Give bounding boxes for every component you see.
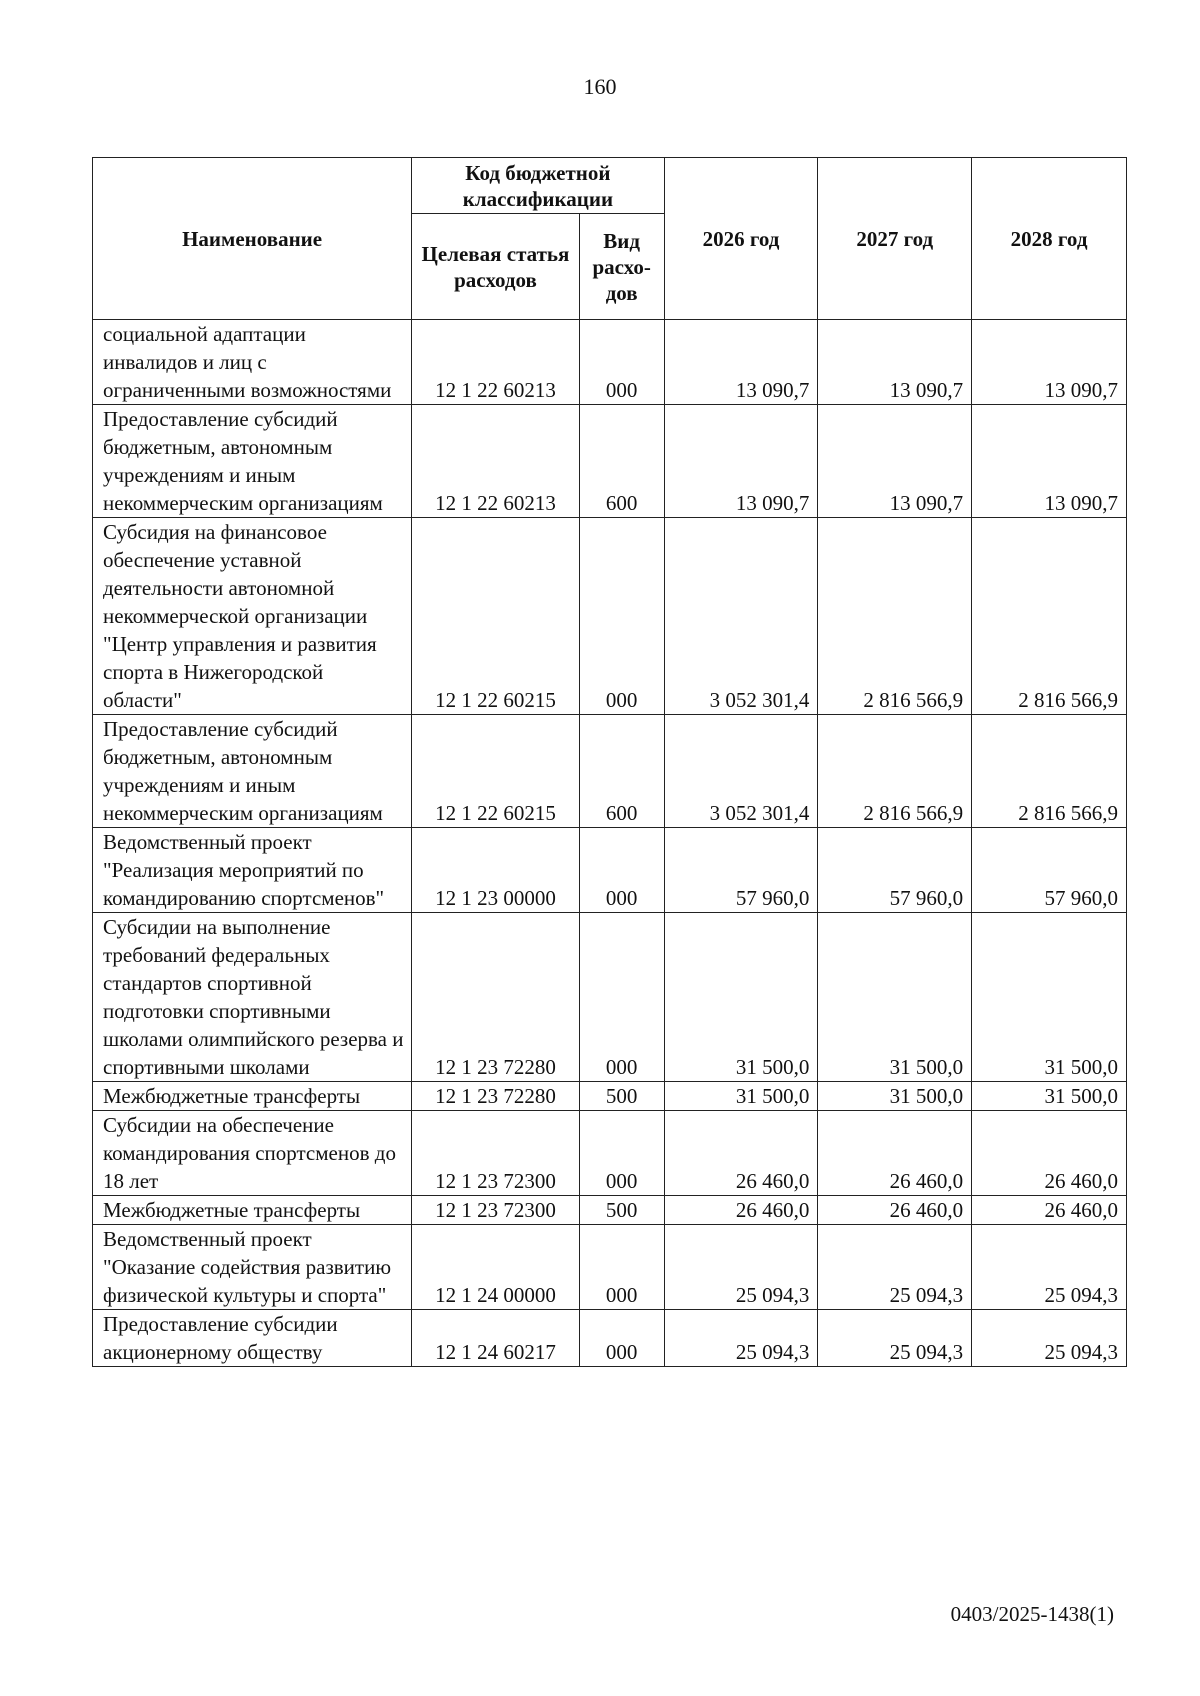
cell-y2026: 26 460,0 xyxy=(664,1111,818,1196)
cell-y2027: 2 816 566,9 xyxy=(818,715,972,828)
table-row xyxy=(93,828,1127,913)
cell-code: 12 1 24 60217 xyxy=(412,1310,580,1367)
cell-code: 12 1 22 60215 xyxy=(412,518,580,715)
table-row xyxy=(93,1225,1127,1310)
cell-y2027: 25 094,3 xyxy=(818,1310,972,1367)
cell-y2027: 57 960,0 xyxy=(818,828,972,913)
cell-y2028: 13 090,7 xyxy=(972,405,1127,518)
cell-code: 12 1 23 00000 xyxy=(412,828,580,913)
cell-name: Субсидии на обеспечение командирования спортсменов до 18 лет xyxy=(93,1111,412,1196)
cell-code: 12 1 23 72280 xyxy=(412,1082,580,1111)
cell-name: Субсидия на финансовое обеспечение уставной деятельности автономной некоммерческой организации "Центр управления и развития спорта в Нижегородской области" xyxy=(93,518,412,715)
cell-y2028: 25 094,3 xyxy=(972,1225,1127,1310)
table-row xyxy=(93,518,1127,715)
cell-code: 12 1 22 60215 xyxy=(412,715,580,828)
page-number: 160 xyxy=(583,74,617,99)
header-name: Наименование xyxy=(93,158,412,320)
cell-y2026: 25 094,3 xyxy=(664,1310,818,1367)
cell-y2027: 31 500,0 xyxy=(818,913,972,1082)
cell-y2026: 3 052 301,4 xyxy=(664,715,818,828)
cell-y2028: 31 500,0 xyxy=(972,1082,1127,1111)
cell-y2026: 25 094,3 xyxy=(664,1225,818,1310)
cell-name: Ведомственный проект "Оказание содействия развитию физической культуры и спорта" xyxy=(93,1225,412,1310)
cell-name: Предоставление субсидий бюджетным, автономным учреждениям и иным некоммерческим организациям xyxy=(93,715,412,828)
cell-kind: 000 xyxy=(579,828,664,913)
table-row xyxy=(93,715,1127,828)
cell-y2026: 26 460,0 xyxy=(664,1196,818,1225)
table-body xyxy=(93,320,1127,1367)
cell-y2028: 26 460,0 xyxy=(972,1196,1127,1225)
cell-y2027: 25 094,3 xyxy=(818,1225,972,1310)
cell-y2027: 2 816 566,9 xyxy=(818,518,972,715)
table-row xyxy=(93,405,1127,518)
cell-y2028: 2 816 566,9 xyxy=(972,518,1127,715)
cell-kind: 000 xyxy=(579,1225,664,1310)
table-row xyxy=(93,1310,1127,1367)
cell-kind: 000 xyxy=(579,320,664,405)
cell-y2028: 13 090,7 xyxy=(972,320,1127,405)
cell-kind: 000 xyxy=(579,913,664,1082)
cell-y2028: 57 960,0 xyxy=(972,828,1127,913)
document-id: 0403/2025-1438(1) xyxy=(950,1602,1114,1626)
cell-y2026: 31 500,0 xyxy=(664,1082,818,1111)
table-row xyxy=(93,320,1127,405)
cell-name: Предоставление субсидии акционерному обществу xyxy=(93,1310,412,1367)
header-year-2028: 2028 год xyxy=(972,158,1127,320)
cell-code: 12 1 23 72280 xyxy=(412,913,580,1082)
cell-y2026: 3 052 301,4 xyxy=(664,518,818,715)
cell-y2028: 2 816 566,9 xyxy=(972,715,1127,828)
cell-y2027: 13 090,7 xyxy=(818,405,972,518)
cell-name: Предоставление субсидий бюджетным, автономным учреждениям и иным некоммерческим организациям xyxy=(93,405,412,518)
cell-name: Субсидии на выполнение требований федеральных стандартов спортивной подготовки спортивными школами олимпийского резерва и спортивными школами xyxy=(93,913,412,1082)
cell-y2028: 31 500,0 xyxy=(972,913,1127,1082)
cell-y2027: 26 460,0 xyxy=(818,1111,972,1196)
cell-y2026: 13 090,7 xyxy=(664,320,818,405)
cell-y2027: 31 500,0 xyxy=(818,1082,972,1111)
cell-kind: 500 xyxy=(579,1196,664,1225)
cell-code: 12 1 24 00000 xyxy=(412,1225,580,1310)
cell-code: 12 1 22 60213 xyxy=(412,320,580,405)
table-row xyxy=(93,1111,1127,1196)
header-budget-code-group: Код бюджетной классификации xyxy=(412,158,664,214)
table-row xyxy=(93,1082,1127,1111)
cell-y2027: 26 460,0 xyxy=(818,1196,972,1225)
cell-y2026: 57 960,0 xyxy=(664,828,818,913)
cell-name: Межбюджетные трансферты xyxy=(93,1082,412,1111)
cell-code: 12 1 22 60213 xyxy=(412,405,580,518)
header-expense-type: Вид расхо-дов xyxy=(579,214,664,320)
header-year-2027: 2027 год xyxy=(818,158,972,320)
table-row xyxy=(93,1196,1127,1225)
cell-y2027: 13 090,7 xyxy=(818,320,972,405)
cell-kind: 000 xyxy=(579,1310,664,1367)
cell-kind: 600 xyxy=(579,405,664,518)
header-year-2026: 2026 год xyxy=(664,158,818,320)
cell-code: 12 1 23 72300 xyxy=(412,1196,580,1225)
cell-kind: 000 xyxy=(579,518,664,715)
cell-y2026: 13 090,7 xyxy=(664,405,818,518)
cell-name: Межбюджетные трансферты xyxy=(93,1196,412,1225)
cell-code: 12 1 23 72300 xyxy=(412,1111,580,1196)
cell-y2028: 26 460,0 xyxy=(972,1111,1127,1196)
cell-kind: 500 xyxy=(579,1082,664,1111)
cell-y2028: 25 094,3 xyxy=(972,1310,1127,1367)
cell-y2026: 31 500,0 xyxy=(664,913,818,1082)
cell-kind: 000 xyxy=(579,1111,664,1196)
budget-table xyxy=(92,157,1127,1367)
cell-name: Ведомственный проект "Реализация мероприятий по командированию спортсменов" xyxy=(93,828,412,913)
table-row xyxy=(93,913,1127,1082)
header-target-article: Целевая статья расходов xyxy=(412,214,580,320)
cell-kind: 600 xyxy=(579,715,664,828)
cell-name: социальной адаптации инвалидов и лиц с ограниченными возможностями xyxy=(93,320,412,405)
